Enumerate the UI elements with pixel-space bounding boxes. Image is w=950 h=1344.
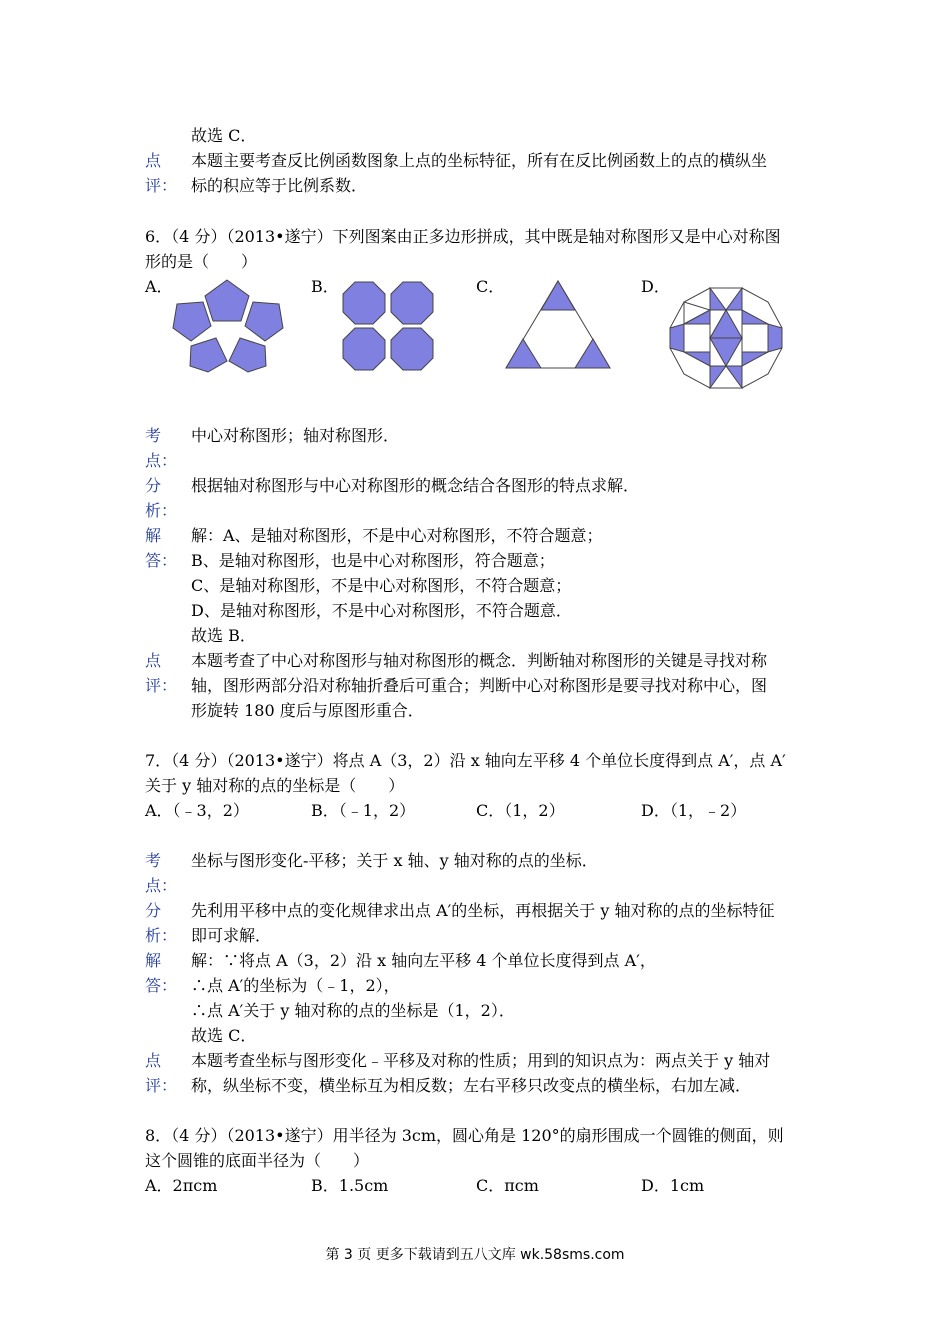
q7-fenxi-line-1: 先利用平移中点的变化规律求出点 A′的坐标，再根据关于 y 轴对称的点的坐标特征 — [191, 901, 775, 920]
q8-option-a: A．2πcm — [145, 1176, 218, 1195]
q6-dianping-line-3: 形旋转 180 度后与原图形重合． — [191, 701, 424, 720]
q6-figure-a-pentagons — [172, 278, 284, 374]
q7-option-b: B．（﹣1，2） — [311, 801, 416, 820]
q8-option-c: C．πcm — [476, 1176, 539, 1195]
q6-jieda-line-5: 故选 B． — [191, 626, 256, 645]
q6-dianping-label-2: 评： — [145, 676, 178, 695]
q5-comment-label-1: 点 — [145, 151, 162, 170]
q7-dianping-line-2: 称，纵坐标不变，横坐标互为相反数；左右平移只改变点的横坐标，右加左减． — [191, 1076, 752, 1095]
q6-kaodian-label-1: 考 — [145, 426, 162, 445]
q8-option-d: D．1cm — [641, 1176, 705, 1195]
q7-dianping-label-1: 点 — [145, 1051, 162, 1070]
q5-comment-label-2: 评： — [145, 176, 178, 195]
q6-dianping-line-1: 本题考查了中心对称图形与轴对称图形的概念．判断轴对称图形的关键是寻找对称 — [191, 651, 768, 670]
q6-option-b-label: B． — [311, 277, 339, 296]
q8-option-b: B．1.5cm — [311, 1176, 389, 1195]
q7-jieda-label-1: 解 — [145, 951, 162, 970]
q6-fenxi-text: 根据轴对称图形与中心对称图形的概念结合各图形的特点求解． — [191, 476, 640, 495]
q6-kaodian-label-2: 点： — [145, 451, 178, 470]
q6-jieda-label-1: 解 — [145, 526, 162, 545]
q7-jieda-line-3: ∴点 A′关于 y 轴对称的点的坐标是（1，2）． — [191, 1001, 515, 1020]
q6-jieda-line-1: 解：A、是轴对称图形，不是中心对称图形，不符合题意； — [191, 526, 603, 545]
q5-answer: 故选 C． — [191, 126, 257, 145]
q7-kaodian-label-2: 点： — [145, 876, 178, 895]
q7-dianping-line-1: 本题考查坐标与图形变化﹣平移及对称的性质；用到的知识点为：两点关于 y 轴对 — [191, 1051, 771, 1070]
q6-figure-b-octagons — [339, 280, 437, 372]
q7-jieda-line-1: 解：∵将点 A（3，2）沿 x 轴向左平移 4 个单位长度得到点 A′， — [191, 951, 656, 970]
q6-fenxi-label-2: 析： — [145, 501, 178, 520]
q6-fenxi-label-1: 分 — [145, 476, 162, 495]
q6-kaodian-text: 中心对称图形；轴对称图形． — [191, 426, 400, 445]
q7-jieda-line-2: ∴点 A′的坐标为（﹣1，2）， — [191, 976, 400, 995]
q6-stem-line-2: 形的是（ ） — [145, 252, 258, 271]
q5-comment-line-2: 标的积应等于比例系数． — [191, 176, 368, 195]
q6-stem-line-1: 6．（4 分）（2013•遂宁）下列图案由正多边形拼成，其中既是轴对称图形又是中心对称图 — [145, 227, 781, 246]
page-footer: 第 3 页 更多下载请到五八文库 wk.58sms.com — [325, 1247, 625, 1263]
q6-dianping-line-2: 轴，图形两部分沿对称轴折叠后可重合；判断中心对称图形是要寻找对称中心，图 — [191, 676, 768, 695]
q7-dianping-label-2: 评： — [145, 1076, 178, 1095]
q7-option-d: D．（1，﹣2） — [641, 801, 747, 820]
q7-option-c: C．（1，2） — [476, 801, 565, 820]
q7-fenxi-label-2: 析： — [145, 926, 178, 945]
q8-stem-line-1: 8．（4 分）（2013•遂宁）用半径为 3cm，圆心角是 120°的扇形围成一个圆锥的侧面，则 — [145, 1126, 784, 1145]
q7-fenxi-label-1: 分 — [145, 901, 162, 920]
q6-option-a-label: A． — [145, 277, 173, 296]
q7-stem-line-1: 7．（4 分）（2013•遂宁）将点 A（3，2）沿 x 轴向左平移 4 个单位长度得到点 A′，点 A′ — [145, 751, 786, 770]
q7-jieda-label-2: 答： — [145, 976, 178, 995]
q6-option-d-label: D． — [641, 277, 670, 296]
q6-dianping-label-1: 点 — [145, 651, 162, 670]
q7-stem-line-2: 关于 y 轴对称的点的坐标是（ ） — [145, 776, 405, 795]
q7-option-a: A．（﹣3，2） — [145, 801, 249, 820]
q7-fenxi-line-2: 即可求解． — [191, 926, 272, 945]
q5-comment-line-1: 本题主要考查反比例函数图象上点的坐标特征，所有在反比例函数上的点的横纵坐 — [191, 151, 768, 170]
q7-jieda-line-4: 故选 C． — [191, 1026, 257, 1045]
q6-option-c-label: C． — [476, 277, 505, 296]
q6-jieda-line-3: C、是轴对称图形，不是中心对称图形，不符合题意； — [191, 576, 572, 595]
q7-kaodian-label-1: 考 — [145, 851, 162, 870]
q7-kaodian-text: 坐标与图形变化-平移；关于 x 轴、y 轴对称的点的坐标． — [191, 851, 598, 870]
q8-stem-line-2: 这个圆锥的底面半径为（ ） — [145, 1151, 370, 1170]
q6-jieda-label-2: 答： — [145, 551, 178, 570]
q6-figure-d-dodecagon — [668, 286, 784, 390]
q6-jieda-line-2: B、是轴对称图形，也是中心对称图形，符合题意； — [191, 551, 555, 570]
q6-figure-c-triangles — [503, 278, 613, 372]
q6-jieda-line-4: D、是轴对称图形，不是中心对称图形，不符合题意． — [191, 601, 572, 620]
